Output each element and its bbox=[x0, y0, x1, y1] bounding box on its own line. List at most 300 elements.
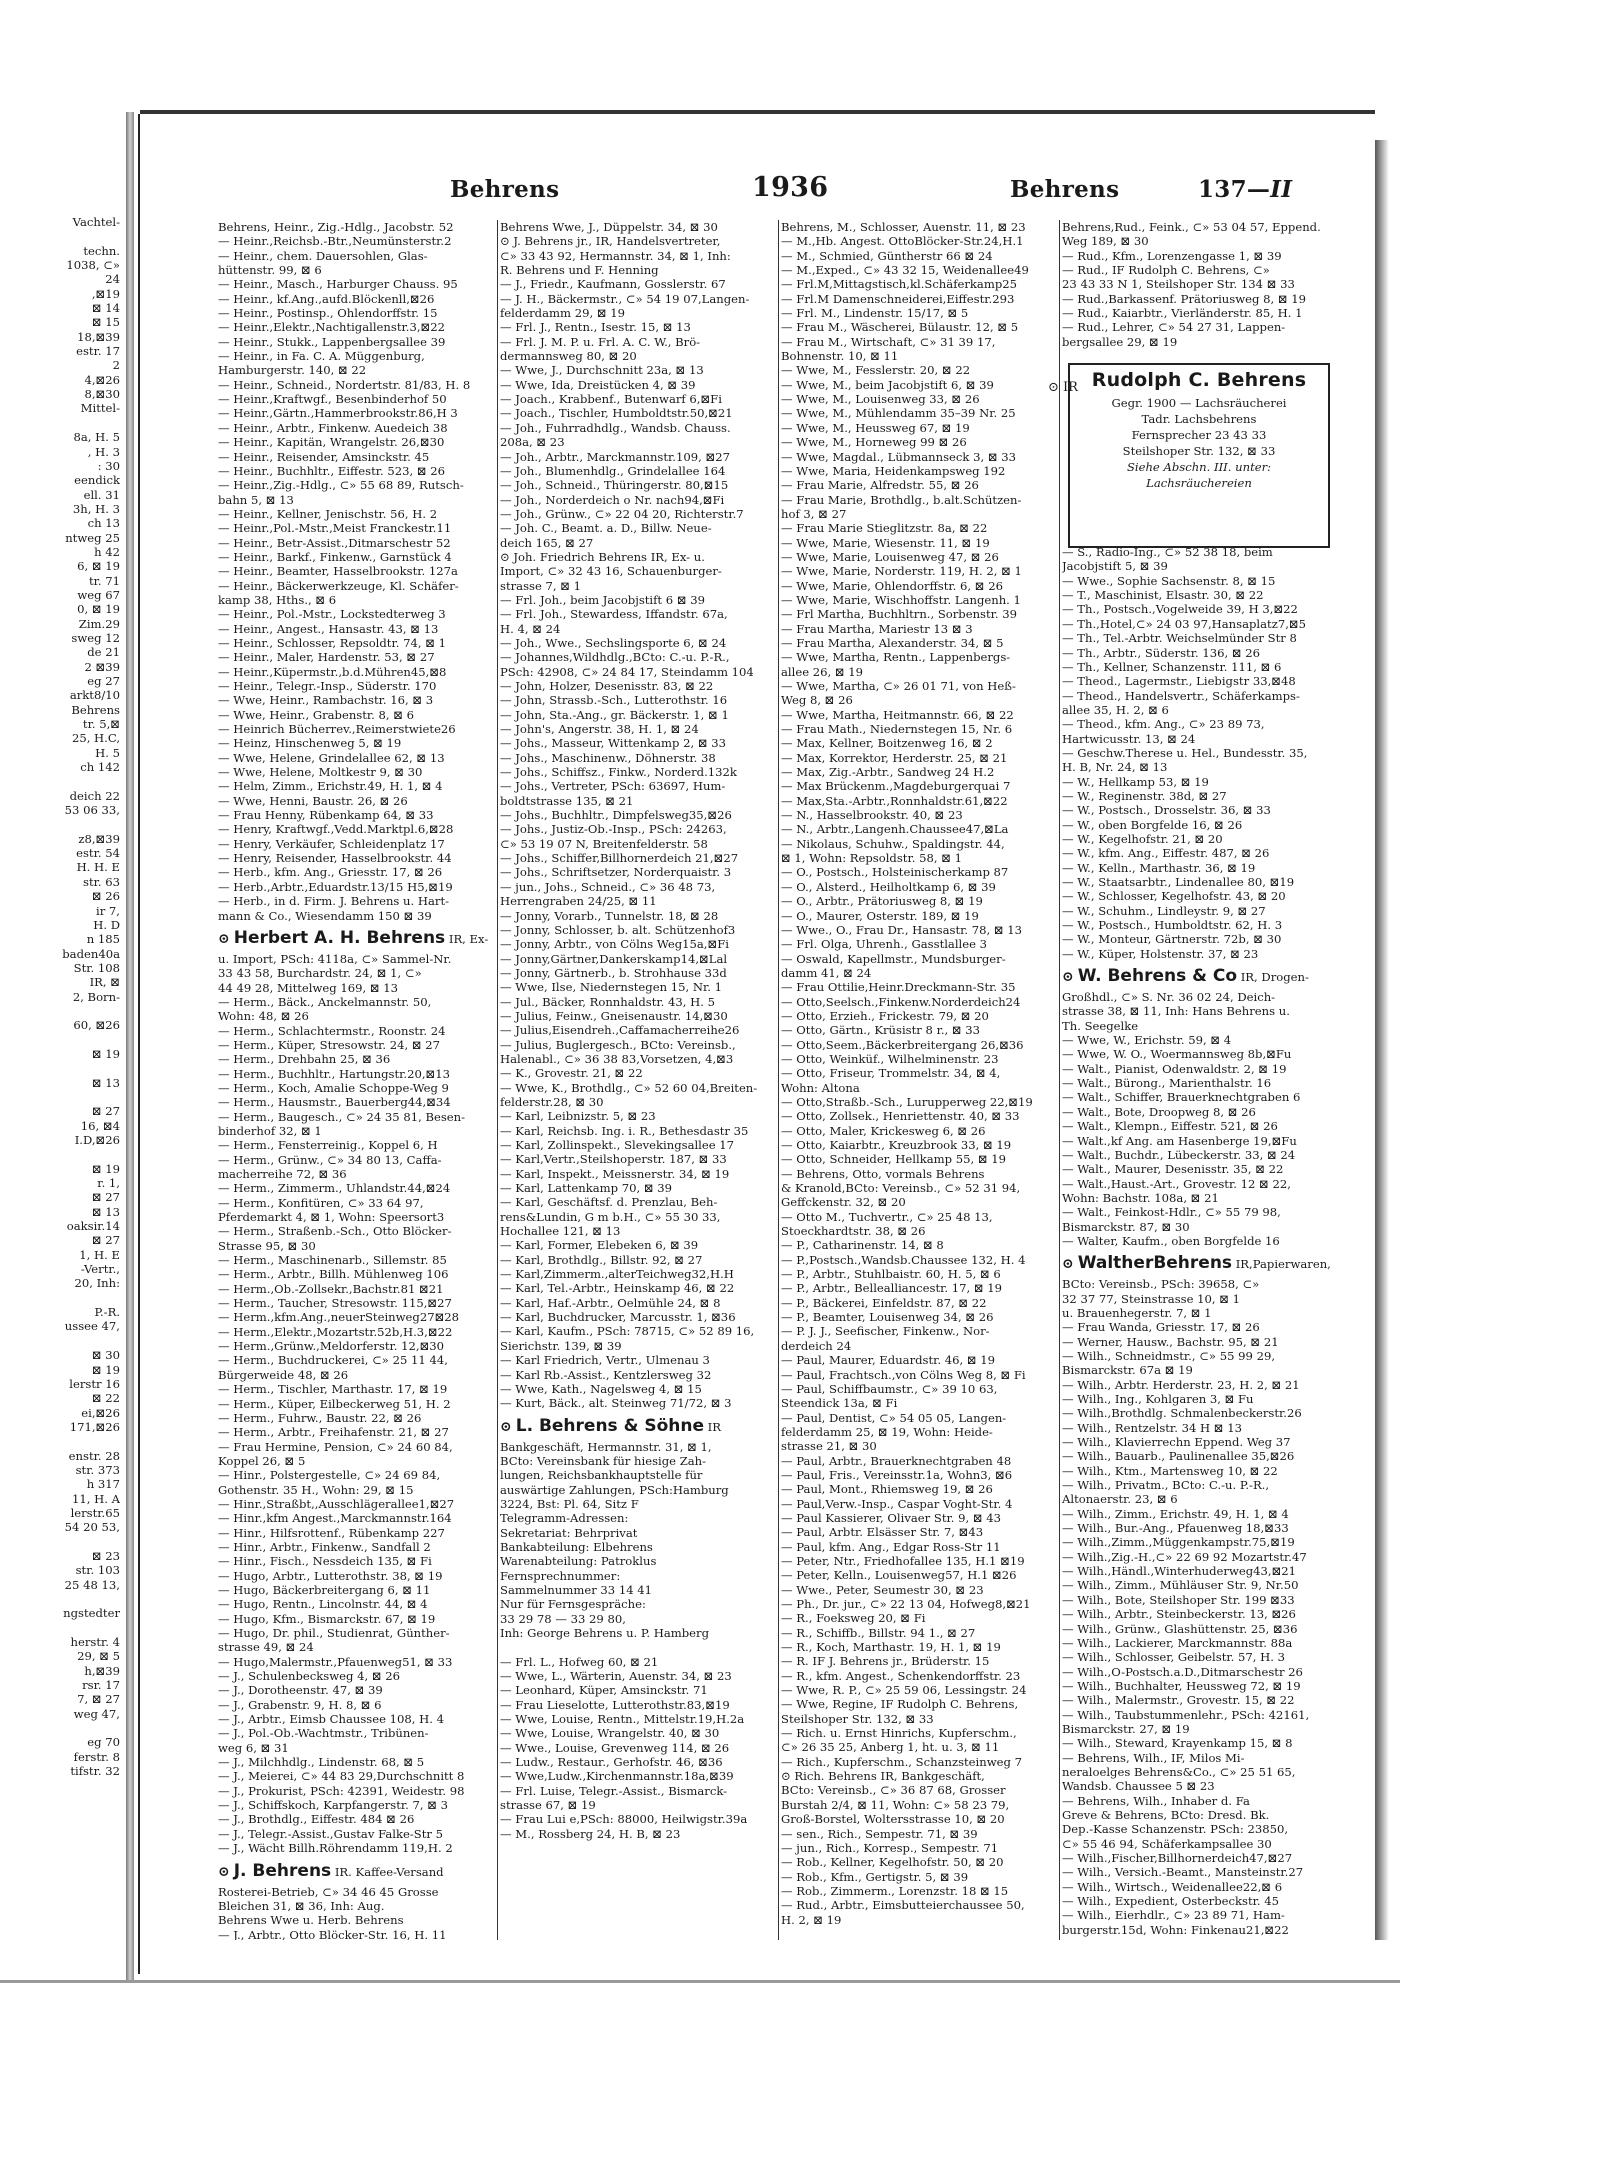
directory-entry-line: — Hinr.,Straßbt,,Ausschlägerallee1,⊠27 bbox=[218, 1496, 455, 1511]
directory-entry-line: — Heinr., Pol.-Mstr., Lockstedterweg 3 bbox=[218, 607, 446, 622]
fragment-line: n 185 bbox=[86, 932, 120, 947]
directory-entry-line: — Walter, Kaufm., oben Borgfelde 16 bbox=[1062, 1233, 1280, 1248]
directory-entry-line: — Wilh., Schneidmstr., ⊂» 55 99 29, bbox=[1062, 1348, 1276, 1363]
directory-entry-line: — Rich., Kupferschm., Schanzsteinweg 7 bbox=[781, 1754, 1022, 1769]
directory-entry-line: — M.,Hb. Angest. OttoBlöcker-Str.24,H.1 bbox=[781, 234, 1024, 249]
directory-entry-line: — J., Schiffskoch, Karpfangerstr. 7, ⊠ 3 bbox=[218, 1798, 449, 1813]
directory-entry-line: — Joh., Wwe., Sechslingsporte 6, ⊠ 24 bbox=[500, 635, 727, 650]
directory-entry-line: Großhdl., ⊂» S. Nr. 36 02 24, Deich- bbox=[1062, 990, 1276, 1005]
directory-entry-line: — Rud., Kaiarbtr., Vierländerstr. 85, H. 1 bbox=[1062, 306, 1303, 321]
ad-line: Gegr. 1900 — Lachsräucherei bbox=[1111, 395, 1287, 410]
directory-entry-line: 33 29 78 — 33 29 80, bbox=[500, 1611, 626, 1626]
directory-entry-line: — Herm., Tischler, Marthastr. 17, ⊠ 19 bbox=[218, 1382, 448, 1397]
directory-entry-line: — Joh., Arbtr., Marckmannstr.109, ⊠27 bbox=[500, 449, 730, 464]
directory-entry-line: — Heinr., Telegr.-Insp., Süderstr. 170 bbox=[218, 679, 437, 693]
directory-entry-line: — Joh., Blumenhdlg., Grindelallee 164 bbox=[500, 463, 726, 478]
directory-entry-line: — Karl Friedrich, Vertr., Ulmenau 3 bbox=[500, 1353, 710, 1368]
directory-entry-line: — Karl, Lattenkamp 70, ⊠ 39 bbox=[500, 1181, 673, 1196]
directory-entry-line: felderdamm 25, ⊠ 19, Wohn: Heide- bbox=[781, 1424, 993, 1439]
directory-entry-line: — Jonny, Gärtnerb., b. Strohhause 33d bbox=[500, 965, 727, 980]
ad-line: Steilshoper Str. 132, ⊠ 33 bbox=[1122, 443, 1276, 458]
directory-entry-line bbox=[500, 1640, 777, 1654]
directory-entry-line: H. B, Nr. 24, ⊠ 13 bbox=[1062, 760, 1168, 775]
directory-entry-line: Hochallee 121, ⊠ 13 bbox=[500, 1224, 621, 1239]
directory-entry-line: — Frl. M., Lindenstr. 15/17, ⊠ 5 bbox=[781, 306, 969, 321]
fragment-line: 8,⊠30 bbox=[84, 387, 120, 402]
directory-column-1 bbox=[218, 220, 495, 1940]
directory-entry-line: — Hinr., Fisch., Nessdeich 135, ⊠ Fi bbox=[218, 1554, 432, 1569]
fragment-line: ⊠ 23 bbox=[91, 1548, 120, 1563]
directory-entry-line: — Walt.,Haust.-Art., Grovestr. 12 ⊠ 22, bbox=[1062, 1176, 1291, 1191]
directory-entry-line: — Herb.,Arbtr.,Eduardstr.13/15 H5,⊠19 bbox=[218, 879, 453, 894]
directory-entry-line: — Heinr.,Küpermstr.,b.d.Mühren45,⊠8 bbox=[218, 664, 447, 679]
directory-entry-line: — Wilh., Arbtr. Herderstr. 23, H. 2, ⊠ 21 bbox=[1062, 1377, 1300, 1392]
fragment-line: 171,⊠26 bbox=[69, 1419, 120, 1434]
running-header-right: Behrens bbox=[1010, 176, 1120, 203]
fragment-line: 8a, H. 5 bbox=[73, 430, 120, 445]
directory-entry-line: BCto: Vereinsb., PSch: 39658, ⊂» bbox=[1062, 1277, 1260, 1292]
directory-entry-line: Import, ⊂» 32 43 16, Schauenburger- bbox=[500, 564, 722, 579]
directory-entry-line: — M., Schmied, Güntherstr 66 ⊠ 24 bbox=[781, 248, 993, 263]
fragment-line: tifstr. 32 bbox=[70, 1764, 120, 1779]
directory-entry-line: — W., Postsch., Humboldtstr. 62, H. 3 bbox=[1062, 918, 1283, 933]
fragment-line: r. 1, bbox=[97, 1176, 120, 1191]
fragment-line: ⊠ 19 bbox=[91, 1362, 120, 1377]
facing-page-fragments bbox=[0, 215, 120, 1945]
directory-entry-line: — Rud., Lehrer, ⊂» 54 27 31, Lappen- bbox=[1062, 320, 1286, 335]
directory-entry-line: — W., Kelln., Marthastr. 36, ⊠ 19 bbox=[1062, 860, 1256, 875]
directory-entry-line: — Paul, Fris., Vereinsstr.1a, Wohn3, ⊠6 bbox=[781, 1467, 1013, 1482]
featured-entry bbox=[218, 926, 495, 950]
directory-entry-line: — W., oben Borgfelde 16, ⊠ 26 bbox=[1062, 817, 1243, 832]
directory-entry-line: BCto: Vereinsb., ⊂» 36 87 68, Grosser bbox=[781, 1783, 1006, 1798]
column-rule bbox=[497, 220, 498, 1940]
directory-entry-line: — J., Meierei, ⊂» 44 83 29,Durchschnitt 8 bbox=[218, 1769, 465, 1784]
directory-entry-line: — Julius,Eisendreh.,Caffamacherreihe26 bbox=[500, 1023, 740, 1038]
directory-entry-line: — Karl,Zimmerm.,alterTeichweg32,H.H bbox=[500, 1267, 734, 1282]
directory-entry-line: — Karl, Leibnizstr. 5, ⊠ 23 bbox=[500, 1109, 656, 1124]
directory-entry-line: — Frau Hermine, Pension, ⊂» 24 60 84, bbox=[218, 1439, 453, 1454]
directory-entry-line: — Herm., Grünw., ⊂» 34 80 13, Caffa- bbox=[218, 1152, 442, 1167]
directory-entry-line: PSch: 42908, ⊂» 24 84 17, Steindamm 104 bbox=[500, 664, 754, 679]
directory-entry-line: ⊙ Joh. Friedrich Behrens IR, Ex- u. bbox=[500, 549, 705, 564]
directory-entry-line: — R., Foeksweg 20, ⊠ Fi bbox=[781, 1611, 926, 1626]
directory-entry-line: — Wwe, L., Wärterin, Auenstr. 34, ⊠ 23 bbox=[500, 1669, 732, 1684]
directory-entry-line: — Geschw.Therese u. Hel., Bundesstr. 35, bbox=[1062, 745, 1308, 760]
directory-entry-line: hof 3, ⊠ 27 bbox=[781, 506, 847, 521]
directory-entry-line: — Paul, Mont., Rhiemsweg 19, ⊠ 26 bbox=[781, 1482, 993, 1497]
directory-entry-line: — John's, Angerstr. 38, H. 1, ⊠ 24 bbox=[500, 722, 699, 737]
directory-entry-line: — Wilh., Bauarb., Paulinenallee 35,⊠26 bbox=[1062, 1449, 1295, 1464]
directory-entry-line: strasse 21, ⊠ 30 bbox=[781, 1439, 877, 1454]
directory-entry-line: — Herm., Buchdruckerei, ⊂» 25 11 44, bbox=[218, 1353, 448, 1368]
directory-entry-line: Steilshoper Str. 132, ⊠ 33 bbox=[781, 1711, 934, 1726]
directory-entry-line: — Wwe., Peter, Seumestr 30, ⊠ 23 bbox=[781, 1582, 984, 1597]
directory-entry-line: — Herm.,Grünw.,Meldorferstr. 12,⊠30 bbox=[218, 1339, 445, 1354]
fragment-line: ei,⊠26 bbox=[81, 1405, 120, 1420]
directory-entry-line: — Wilh., Buchhalter, Heussweg 72, ⊠ 19 bbox=[1062, 1678, 1301, 1693]
directory-entry-line: — Wilh., Versich.-Beamt., Mansteinstr.27 bbox=[1062, 1865, 1304, 1880]
fragment-line: 24 bbox=[105, 272, 120, 287]
directory-entry-line: — Heinr., Arbtr., Finkenw. Auedeich 38 bbox=[218, 420, 448, 435]
directory-entry-line: — Herm., Maschinenarb., Sillemstr. 85 bbox=[218, 1253, 447, 1268]
directory-entry-line: — Walt., Bote, Droopweg 8, ⊠ 26 bbox=[1062, 1104, 1256, 1119]
fragment-line: ngstedter bbox=[63, 1606, 120, 1621]
directory-entry-line: — Henry, Kraftwgf.,Vedd.Marktpl.6,⊠28 bbox=[218, 822, 454, 837]
fragment-line: enstr. 28 bbox=[68, 1448, 120, 1463]
directory-entry-line: — Peter, Ntr., Friedhofallee 135, H.1 ⊠19 bbox=[781, 1553, 1025, 1568]
fragment-line bbox=[0, 817, 120, 831]
directory-entry-line: — Behrens, Wilh., Inhaber d. Fa bbox=[1062, 1793, 1250, 1808]
fragment-line: ⊠ 22 bbox=[91, 1391, 120, 1406]
directory-entry-line: — Theod., Lagermstr., Liebigstr 33,⊠48 bbox=[1062, 674, 1296, 689]
directory-entry-line: — Wilh., Rentzelstr. 34 H ⊠ 13 bbox=[1062, 1420, 1242, 1435]
directory-entry-line: — T., Maschinist, Elsastr. 30, ⊠ 22 bbox=[1062, 588, 1264, 603]
directory-entry-line: — Jonny, Vorarb., Tunnelstr. 18, ⊠ 28 bbox=[500, 908, 719, 923]
directory-column-3 bbox=[781, 220, 1058, 1940]
directory-entry-line: — Karl, Inspekt., Meissnerstr. 34, ⊠ 19 bbox=[500, 1166, 730, 1181]
directory-entry-line: — Heinr., Kellner, Jenischstr. 56, H. 2 bbox=[218, 506, 438, 521]
directory-entry-line: — J., Brothdlg., Eiffestr. 484 ⊠ 26 bbox=[218, 1812, 415, 1827]
directory-entry-line: — J., Friedr., Kaufmann, Gosslerstr. 67 bbox=[500, 277, 726, 292]
directory-entry-line: — Herm., Baugesch., ⊂» 24 35 81, Besen- bbox=[218, 1109, 466, 1124]
page-number: 137—II bbox=[1198, 176, 1293, 203]
fragment-line: ⊠ 27 bbox=[91, 1104, 120, 1119]
directory-entry-line: — Herm., Zimmerm., Uhlandstr.44,⊠24 bbox=[218, 1181, 451, 1196]
directory-entry-line: — Karl, Tel.-Arbtr., Heinskamp 46, ⊠ 22 bbox=[500, 1281, 735, 1296]
fragment-line: techn. bbox=[83, 243, 120, 258]
fragment-line: rsr. 17 bbox=[82, 1678, 120, 1693]
directory-entry-line: — Otto, Schneider, Hellkamp 55, ⊠ 19 bbox=[781, 1152, 1007, 1167]
directory-entry-line: — Heinr., Beamter, Hasselbrookstr. 127a bbox=[218, 564, 458, 579]
directory-entry-line: — Frl. Joh., beim Jacobjstift 6 ⊠ 39 bbox=[500, 592, 705, 607]
directory-entry-line: — Ludw., Restaur., Gerhofstr. 46, ⊠36 bbox=[500, 1755, 723, 1770]
directory-entry-line: — Wilh., Zimm., Erichstr. 49, H. 1, ⊠ 4 bbox=[1062, 1506, 1289, 1521]
fragment-line: ⊠ 14 bbox=[91, 301, 120, 316]
directory-entry-line: — Frau Ottilie,Heinr.Dreckmann-Str. 35 bbox=[781, 980, 1016, 995]
directory-entry-line: — Wwe, Marie, Norderstr. 119, H. 2, ⊠ 1 bbox=[781, 564, 1022, 579]
directory-entry-line: Weg 8, ⊠ 26 bbox=[781, 693, 853, 708]
directory-entry-line: — Herb., in d. Firm. J. Behrens u. Hart- bbox=[218, 894, 450, 909]
directory-entry-line: — Frau M., Wäscherei, Bülaustr. 12, ⊠ 5 bbox=[781, 320, 1019, 335]
directory-entry-line: — Frau Marie Stieglitzstr. 8a, ⊠ 22 bbox=[781, 521, 988, 536]
directory-entry-line: — Behrens, Otto, vormals Behrens bbox=[781, 1166, 985, 1181]
directory-entry-line: — Johs., Schiffer,Billhornerdeich 21,⊠27 bbox=[500, 851, 739, 866]
fragment-line: -Vertr., bbox=[80, 1262, 120, 1277]
directory-entry-line: — Wilh.,Händl.,Winterhuderweg43,⊠21 bbox=[1062, 1564, 1297, 1579]
fragment-line bbox=[0, 416, 120, 430]
advertisement-box bbox=[1068, 363, 1330, 548]
directory-entry-line: strasse 67, ⊠ 19 bbox=[500, 1798, 596, 1813]
fragment-line bbox=[0, 774, 120, 788]
directory-entry-line: — Karl, Reichsb. Ing. i. R., Bethesdastr 35 bbox=[500, 1123, 749, 1138]
directory-entry-line: — Joh., Fuhrradhdlg., Wandsb. Chauss. bbox=[500, 420, 731, 435]
directory-entry-line: — Frau M., Wirtschaft, ⊂» 31 39 17, bbox=[781, 334, 996, 349]
directory-entry-line: — Frau Henny, Rübenkamp 64, ⊠ 33 bbox=[218, 808, 434, 823]
directory-entry-line: Halenabl., ⊂» 36 38 83,Vorsetzen, 4,⊠3 bbox=[500, 1051, 734, 1066]
directory-entry-line: — Heinr.,Elektr.,Nachtigallenstr.3,⊠22 bbox=[218, 320, 445, 335]
fragment-line: ⊠ 27 bbox=[91, 1233, 120, 1248]
directory-entry-line: — Herm.,Ob.-Zollsekr.,Bachstr.81 ⊠21 bbox=[218, 1281, 444, 1296]
directory-entry-line: — Jonny, Schlosser, b. alt. Schützenhof3 bbox=[500, 922, 736, 937]
directory-entry-line: mann & Co., Wiesendamm 150 ⊠ 39 bbox=[218, 908, 432, 923]
directory-entry-line: — Heinr., in Fa. C. A. Müggenburg, bbox=[218, 349, 425, 364]
directory-entry-line: — Wwe., Louise, Grevenweg 114, ⊠ 26 bbox=[500, 1740, 730, 1755]
fragment-line: str. 373 bbox=[75, 1462, 120, 1477]
running-header-left: Behrens bbox=[450, 176, 560, 203]
directory-entry-line: — Karl, Brothdlg., Billstr. 92, ⊠ 27 bbox=[500, 1252, 703, 1267]
fragment-line: eendick bbox=[74, 473, 120, 488]
directory-entry-line: — Nikolaus, Schuhw., Spaldingstr. 44, bbox=[781, 836, 1005, 851]
directory-entry-line: — Hinr.,kfm Angest.,Marckmannstr.164 bbox=[218, 1511, 452, 1526]
fragment-line: herstr. 4 bbox=[70, 1635, 120, 1650]
fragment-line: 18,⊠39 bbox=[77, 329, 120, 344]
directory-entry-line: — Otto, Kaiarbtr., Kreuzbrook 33, ⊠ 19 bbox=[781, 1138, 1012, 1152]
fragment-line: ⊠ 13 bbox=[91, 1204, 120, 1219]
directory-entry-line: — M., Rossberg 24, H. B, ⊠ 23 bbox=[500, 1826, 681, 1841]
running-header-year: 1936 bbox=[752, 172, 829, 203]
directory-entry-line: — Herm., Arbtr., Billh. Mühlenweg 106 bbox=[218, 1267, 449, 1282]
fragment-line: 4,⊠26 bbox=[84, 372, 120, 387]
directory-entry-line: — Frau Math., Niedernstegen 15, Nr. 6 bbox=[781, 722, 1013, 737]
directory-entry-line: — O., Postsch., Holsteinischerkamp 87 bbox=[781, 865, 1009, 880]
fragment-line: ch 142 bbox=[80, 760, 120, 775]
directory-entry-line: — Wilh., Ing., Kohlgaren 3, ⊠ Fu bbox=[1062, 1392, 1254, 1406]
featured-entry bbox=[1062, 1251, 1342, 1275]
directory-entry-line: — Karl, Kaufm., PSch: 78715, ⊂» 52 89 16, bbox=[500, 1324, 755, 1339]
page-top-edge bbox=[140, 110, 1375, 114]
featured-entry-name: W. Behrens & Co bbox=[1077, 966, 1238, 987]
directory-entry-line: — Hugo, Bäckerbreitergang 6, ⊠ 11 bbox=[218, 1582, 431, 1597]
directory-entry-line: Stoeckhardtstr. 38, ⊠ 26 bbox=[781, 1224, 926, 1239]
directory-entry-line: — Rud., IF Rudolph C. Behrens, ⊂» bbox=[1062, 263, 1270, 278]
directory-entry-line: — Heinr., Masch., Harburger Chauss. 95 bbox=[218, 277, 458, 292]
fragment-line: 2, Born- bbox=[72, 989, 120, 1004]
fragment-line: de 21 bbox=[87, 645, 120, 660]
directory-entry-line: — Oswald, Kapellmstr., Mundsburger- bbox=[781, 951, 1006, 966]
directory-entry-line: — John, Sta.-Ang., gr. Bäckerstr. 1, ⊠ 1 bbox=[500, 707, 729, 722]
directory-entry-line: Weg 189, ⊠ 30 bbox=[1062, 234, 1149, 249]
directory-entry-line: 44 49 28, Mittelweg 169, ⊠ 13 bbox=[218, 980, 399, 995]
directory-entry-line: — Wwe, R. P., ⊂» 25 59 06, Lessingstr. 24 bbox=[781, 1683, 1027, 1698]
directory-entry-line: — Wwe, Martha, Heitmannstr. 66, ⊠ 22 bbox=[781, 707, 1014, 722]
fragment-line: 29, ⊠ 5 bbox=[77, 1649, 120, 1664]
directory-entry-line: strasse 7, ⊠ 1 bbox=[500, 578, 582, 593]
fragment-line: 1038, ⊂» bbox=[66, 258, 120, 273]
featured-entry-name: J. Behrens bbox=[233, 1860, 332, 1881]
directory-entry-line: — Jonny, Arbtr., von Cölns Weg15a,⊠Fi bbox=[500, 937, 729, 952]
directory-entry-line: — J., Arbtr., Eimsb Chaussee 108, H. 4 bbox=[218, 1712, 445, 1727]
directory-entry-line: Bismarckstr. 67a ⊠ 19 bbox=[1062, 1363, 1193, 1378]
directory-entry-line: allee 26, ⊠ 19 bbox=[781, 664, 864, 679]
directory-entry-line: — Rud., Arbtr., Eimsbutteierchaussee 50, bbox=[781, 1898, 1025, 1913]
directory-entry-line: — R., Schiffb., Billstr. 94 1., ⊠ 27 bbox=[781, 1625, 976, 1640]
directory-entry-line: — Helm, Zimm., Erichstr.49, H. 1, ⊠ 4 bbox=[218, 779, 443, 794]
fragment-line: ⊠ 19 bbox=[91, 1161, 120, 1176]
directory-entry-line: — Herm., Hausmstr., Bauerberg44,⊠34 bbox=[218, 1095, 451, 1110]
directory-entry-line: — Wwe, Henni, Baustr. 26, ⊠ 26 bbox=[218, 793, 408, 808]
fragment-line: ir 7, bbox=[96, 903, 120, 918]
directory-entry-line: — Wwe, W., Erichstr. 59, ⊠ 4 bbox=[1062, 1033, 1232, 1048]
fragment-line: IR, ⊠ bbox=[89, 975, 120, 990]
directory-entry-line: — Heinr.,Zig.-Hdlg., ⊂» 55 68 89, Rutsch- bbox=[218, 478, 464, 493]
directory-entry-line: Steendick 13a, ⊠ Fi bbox=[781, 1396, 898, 1411]
directory-entry-line: — Wwe, Marie, Ohlendorffstr. 6, ⊠ 26 bbox=[781, 578, 1003, 593]
directory-entry-line: — Wwe, Heinr., Rambachstr. 16, ⊠ 3 bbox=[218, 693, 434, 708]
fragment-line: ⊠ 13 bbox=[91, 1075, 120, 1090]
directory-entry-line: — Paul, Dentist, ⊂» 54 05 05, Langen- bbox=[781, 1410, 1007, 1425]
directory-entry-line: — Otto, Gärtn., Krüsistr 8 r., ⊠ 33 bbox=[781, 1023, 981, 1038]
directory-entry-line: — W., Staatsarbtr., Lindenallee 80, ⊠19 bbox=[1062, 875, 1295, 889]
directory-entry-line: — Wilh., Eierhdlr., ⊂» 23 89 71, Ham- bbox=[1062, 1908, 1285, 1923]
fragment-line: weg 67 bbox=[77, 587, 120, 602]
fragment-line bbox=[0, 1061, 120, 1075]
directory-entry-line: — Heinr.,Pol.-Mstr.,Meist Franckestr.11 bbox=[218, 521, 452, 536]
fragment-line bbox=[0, 1004, 120, 1018]
directory-entry-line: — Paul Kassierer, Olivaer Str. 9, ⊠ 43 bbox=[781, 1510, 1002, 1525]
fragment-line: H. D bbox=[93, 917, 120, 932]
fragment-line: 25, H.C, bbox=[71, 731, 120, 746]
directory-entry-line: — Hugo, Rentn., Lincolnstr. 44, ⊠ 4 bbox=[218, 1597, 428, 1612]
directory-entry-line: — Frl.M Damenschneiderei,Eiffestr.293 bbox=[781, 291, 1015, 306]
directory-entry-line: — Walt.,kf Ang. am Hasenberge 19,⊠Fu bbox=[1062, 1133, 1297, 1148]
directory-entry-line: — Frau Lieselotte, Lutterothstr.83,⊠19 bbox=[500, 1697, 730, 1712]
directory-entry-line: Altonaerstr. 23, ⊠ 6 bbox=[1062, 1492, 1178, 1507]
directory-entry-line: — J., Schulenbecksweg 4, ⊠ 26 bbox=[218, 1669, 401, 1684]
directory-entry-line: — Otto, Zollsek., Henriettenstr. 40, ⊠ 33 bbox=[781, 1109, 1020, 1124]
directory-entry-line: — Hugo,Malermstr.,Pfauenweg51, ⊠ 33 bbox=[218, 1654, 453, 1669]
directory-entry-line: — Wwe, Martha, Rentn., Lappenbergs- bbox=[781, 650, 1011, 665]
directory-entry-line: Wohn: Altona bbox=[781, 1080, 860, 1095]
fragment-line: Zim.29 bbox=[78, 616, 120, 631]
directory-entry-line: 32 37 77, Steinstrasse 10, ⊠ 1 bbox=[1062, 1291, 1241, 1306]
directory-entry-line: — Frl. L., Hofweg 60, ⊠ 21 bbox=[500, 1654, 659, 1669]
fragment-line: tr. 71 bbox=[88, 573, 120, 588]
directory-entry-line: — Leonhard, Küper, Amsinckstr. 71 bbox=[500, 1683, 708, 1698]
directory-entry-line: Inh: George Behrens u. P. Hamberg bbox=[500, 1626, 709, 1640]
directory-entry-line: 23 43 33 N 1, Steilshoper Str. 134 ⊠ 33 bbox=[1062, 277, 1295, 292]
directory-entry-line: — W., Monteur, Gärtnerstr. 72b, ⊠ 30 bbox=[1062, 932, 1282, 947]
fragment-line: P.-R. bbox=[94, 1305, 120, 1320]
directory-entry-line: — Rud.,Barkassenf. Prätoriusweg 8, ⊠ 19 bbox=[1062, 291, 1307, 306]
directory-entry-line: — Herm., Fuhrw., Baustr. 22, ⊠ 26 bbox=[218, 1410, 422, 1425]
directory-entry-line: — Herm., Konfitüren, ⊂» 33 64 97, bbox=[218, 1195, 424, 1210]
directory-entry-line: — Th., Kellner, Schanzenstr. 111, ⊠ 6 bbox=[1062, 659, 1282, 674]
ornament-icon: ⊙ bbox=[218, 1863, 230, 1880]
directory-entry-line: — Walt., Klempn., Eiffestr. 521, ⊠ 26 bbox=[1062, 1119, 1278, 1134]
directory-entry-line: — Herb., kfm. Ang., Griesstr. 17, ⊠ 26 bbox=[218, 865, 443, 880]
directory-entry-line: Bankabteilung: Elbehrens bbox=[500, 1539, 653, 1554]
directory-entry-line: — Henry, Verkäufer, Schleidenplatz 17 bbox=[218, 836, 445, 851]
directory-entry-line: — Frau Martha, Alexanderstr. 34, ⊠ 5 bbox=[781, 635, 1004, 650]
fragment-line: ⊠ 30 bbox=[91, 1348, 120, 1363]
directory-entry-line: — Otto, Erzieh., Frickestr. 79, ⊠ 20 bbox=[781, 1008, 989, 1023]
directory-entry-line: — J., Prokurist, PSch: 42391, Weidestr. 98 bbox=[218, 1783, 465, 1798]
featured-entry-name: WaltherBehrens bbox=[1077, 1253, 1233, 1274]
directory-entry-line: — Paul, Arbtr. Elsässer Str. 7, ⊠43 bbox=[781, 1525, 984, 1540]
directory-entry-line: Bismarckstr. 27, ⊠ 19 bbox=[1062, 1721, 1190, 1736]
fragment-line: ussee 47, bbox=[64, 1319, 120, 1334]
directory-entry-line: — Wwe,Ludw.,Kirchenmannstr.18a,⊠39 bbox=[500, 1769, 734, 1784]
directory-entry-line: Th. Seegelke bbox=[1062, 1018, 1139, 1033]
directory-entry-line: — Walt., Bürong., Marienthalstr. 16 bbox=[1062, 1076, 1272, 1091]
directory-entry-line: — Karl,Vertr.,Steilshoperstr. 187, ⊠ 33 bbox=[500, 1152, 727, 1167]
directory-entry-line: — Rud., Kfm., Lorenzengasse 1, ⊠ 39 bbox=[1062, 248, 1282, 263]
directory-entry-line: — Johs., Masseur, Wittenkamp 2, ⊠ 33 bbox=[500, 736, 727, 751]
fragment-line: Mittel- bbox=[80, 401, 120, 416]
directory-entry-line: — Herm., Drehbahn 25, ⊠ 36 bbox=[218, 1052, 391, 1067]
directory-entry-line: — Herm., Koch, Amalie Schoppe-Weg 9 bbox=[218, 1080, 449, 1095]
ad-title: Rudolph C. Behrens bbox=[1091, 369, 1307, 391]
directory-entry-line: — Johs., Schiffsz., Finkw., Norderd.132k bbox=[500, 765, 737, 780]
directory-entry-line: — Frau Martha, Mariestr 13 ⊠ 3 bbox=[781, 621, 973, 636]
directory-entry-line: — Hinr., Polstergestelle, ⊂» 24 69 84, bbox=[218, 1468, 441, 1483]
directory-entry-line: — Otto,Seelsch.,Finkenw.Norderdeich24 bbox=[781, 994, 1021, 1009]
directory-entry-line: — Wwe, M., Heussweg 67, ⊠ 19 bbox=[781, 420, 970, 435]
directory-entry-line: u. Import, PSch: 4118a, ⊂» Sammel-Nr. bbox=[218, 951, 452, 966]
directory-entry-line: Wohn: Bachstr. 108a, ⊠ 21 bbox=[1062, 1190, 1219, 1205]
fragment-line: arkt8/10 bbox=[69, 688, 120, 703]
directory-entry-line: — Kurt, Bäck., alt. Steinweg 71/72, ⊠ 3 bbox=[500, 1396, 732, 1411]
directory-entry-line: — Heinr.,Reichsb.-Btr.,Neumünsterstr.2 bbox=[218, 234, 452, 249]
fragment-line: deich 22 bbox=[69, 788, 120, 803]
fragment-line: ferstr. 8 bbox=[73, 1749, 120, 1764]
featured-entry-suffix: IR,Papierwaren, bbox=[1232, 1257, 1331, 1272]
directory-entry-line: — Heinr., Barkf., Finkenw., Garnstück 4 bbox=[218, 549, 452, 564]
directory-entry-line: damm 41, ⊠ 24 bbox=[781, 965, 872, 980]
directory-entry-line: — Wilh.,Brothdlg. Schmalenbeckerstr.26 bbox=[1062, 1406, 1302, 1421]
featured-entry-suffix: IR, Drogen- bbox=[1237, 970, 1309, 985]
directory-entry-line: — Herm., Küper, Stresowstr. 24, ⊠ 27 bbox=[218, 1037, 441, 1052]
directory-entry-line: — Walt., Maurer, Desenisstr. 35, ⊠ 22 bbox=[1062, 1162, 1284, 1177]
fragment-line: tr. 5,⊠ bbox=[82, 717, 120, 732]
directory-entry-line: 3224, Bst: Pl. 64, Sitz F bbox=[500, 1496, 639, 1511]
ad-line: Lachsräuchereien bbox=[1146, 475, 1252, 490]
directory-entry-line: — O., Arbtr., Prätoriusweg 8, ⊠ 19 bbox=[781, 894, 983, 909]
directory-entry-line: — J., Grabenstr. 9, H. 8, ⊠ 6 bbox=[218, 1697, 382, 1712]
directory-entry-line: — Karl, Former, Elebeken 6, ⊠ 39 bbox=[500, 1238, 699, 1253]
fragment-line bbox=[0, 1621, 120, 1635]
directory-entry-line: Geffckenstr. 32, ⊠ 20 bbox=[781, 1195, 906, 1210]
directory-entry-line: — Wilh., Steward, Krayenkamp 15, ⊠ 8 bbox=[1062, 1736, 1293, 1751]
directory-entry-line: — W., Kegelhofstr. 21, ⊠ 20 bbox=[1062, 831, 1223, 846]
directory-entry-line: — Werner, Hausw., Bachstr. 95, ⊠ 21 bbox=[1062, 1334, 1279, 1349]
fragment-line: 16, ⊠4 bbox=[80, 1118, 120, 1133]
directory-entry-line: — R., Koch, Marthastr. 19, H. 1, ⊠ 19 bbox=[781, 1640, 1001, 1655]
fragment-line: lerstr 16 bbox=[69, 1376, 120, 1391]
directory-entry-line: — Joh., Schneid., Thüringerstr. 80,⊠15 bbox=[500, 478, 729, 493]
featured-entry bbox=[218, 1859, 495, 1883]
directory-entry-line: — Rob., Zimmerm., Lorenzstr. 18 ⊠ 15 bbox=[781, 1883, 1009, 1898]
directory-entry-line: strasse 49, ⊠ 24 bbox=[218, 1640, 314, 1655]
directory-entry-line: — J., Dorotheenstr. 47, ⊠ 39 bbox=[218, 1683, 383, 1698]
directory-entry-line: — Wilh., Bote, Steilshoper Str. 199 ⊠33 bbox=[1062, 1592, 1295, 1607]
directory-entry-line: — Johs., Justiz-Ob.-Insp., PSch: 24263, bbox=[500, 822, 727, 837]
fragment-line: 2 bbox=[112, 358, 120, 373]
ornament-icon: ⊙ bbox=[500, 1418, 512, 1435]
directory-entry-line: — Johs., Vertreter, PSch: 63697, Hum- bbox=[500, 779, 726, 794]
directory-entry-line: — Heinr., Angest., Hansastr. 43, ⊠ 13 bbox=[218, 621, 439, 636]
fragment-line: weg 47, bbox=[73, 1706, 120, 1721]
directory-entry-line: neraloelges Behrens&Co., ⊂» 25 51 65, bbox=[1062, 1764, 1296, 1779]
directory-entry-line: Bismarckstr. 87, ⊠ 30 bbox=[1062, 1219, 1190, 1234]
directory-entry-line: ⊙ J. Behrens jr., IR, Handelsvertreter, bbox=[500, 234, 721, 249]
directory-entry-line: — Wwe, Marie, Wischhoffstr. Langenh. 1 bbox=[781, 592, 1021, 607]
directory-entry-line: bahn 5, ⊠ 13 bbox=[218, 492, 294, 507]
directory-entry-line: — Rob., Kfm., Gertigstr. 5, ⊠ 39 bbox=[781, 1869, 969, 1884]
directory-entry-line: — Rob., Kellner, Kegelhofstr. 50, ⊠ 20 bbox=[781, 1855, 1004, 1870]
column-rule bbox=[1059, 220, 1060, 1940]
